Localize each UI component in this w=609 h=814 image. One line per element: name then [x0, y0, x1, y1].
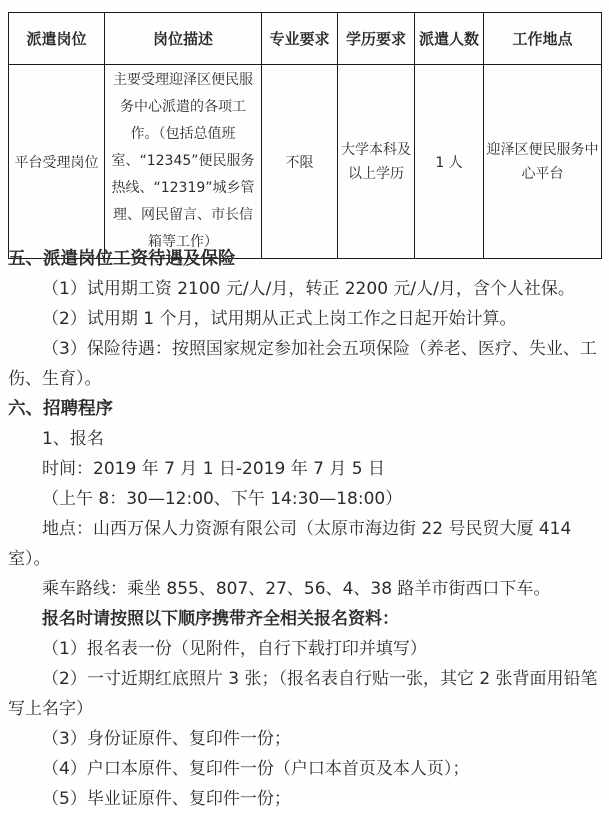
document-body	[8, 244, 601, 814]
cell-major-requirement: 不限	[262, 65, 338, 259]
cell-position: 平台受理岗位	[9, 65, 105, 259]
paragraph-time: 时间：2019 年 7 月 1 日-2019 年 7 月 5 日	[42, 459, 385, 479]
paragraph-probation: （2）试用期 1 个月，试用期从正式上岗工作之日起开始计算。	[42, 309, 517, 329]
header-education-requirement: 学历要求	[338, 13, 415, 65]
section-heading-salary: 五、派遣岗位工资待遇及保险	[8, 249, 236, 269]
paragraph-address: 地点：山西万保人力资源有限公司（太原市海边街 22 号民贸大厦 414 室）。	[8, 519, 572, 569]
paragraph-materials-intro: 报名时请按照以下顺序携带齐全相关报名资料：	[42, 609, 399, 629]
header-position: 派遣岗位	[9, 13, 105, 65]
header-description: 岗位描述	[105, 13, 262, 65]
header-work-location: 工作地点	[484, 13, 602, 65]
cell-headcount: 1 人	[415, 65, 484, 259]
paragraph-material-2: （2）一寸近期红底照片 3 张；（报名表自行贴一张，其它 2 张背面用铅笔写上名字）	[8, 669, 598, 719]
paragraph-salary-1: （1）试用期工资 2100 元/人/月，转正 2200 元/人/月，含个人社保。	[42, 279, 575, 299]
table-header-row	[9, 13, 602, 65]
cell-description: 主要受理迎泽区便民服务中心派遣的各项工作。（包括总值班室、“12345”便民服务热线、“12319”城乡管理、网民留言、市长信箱等工作）	[105, 65, 262, 259]
cell-work-location: 迎泽区便民服务中心平台	[484, 65, 602, 259]
paragraph-material-5: （5）毕业证原件、复印件一份；	[42, 789, 291, 809]
paragraph-insurance: （3）保险待遇：按照国家规定参加社会五项保险（养老、医疗、失业、工伤、生育）。	[8, 339, 597, 389]
header-headcount: 派遣人数	[415, 13, 484, 65]
section-heading-procedure: 六、招聘程序	[8, 399, 113, 419]
paragraph-signup: 1、报名	[42, 429, 104, 449]
cell-education-requirement: 大学本科及以上学历	[338, 65, 415, 259]
paragraph-material-1: （1）报名表一份（见附件，自行下载打印并填写）	[42, 639, 427, 659]
table-row	[9, 65, 602, 259]
paragraph-material-3: （3）身份证原件、复印件一份；	[42, 729, 291, 749]
header-major-requirement: 专业要求	[262, 13, 338, 65]
paragraph-hours: （上午 8：30—12:00、下午 14:30—18:00）	[42, 489, 403, 509]
job-table	[8, 12, 602, 259]
paragraph-bus-route: 乘车路线：乘坐 855、807、27、56、4、38 路羊市街西口下车。	[42, 579, 551, 599]
paragraph-material-4: （4）户口本原件、复印件一份（户口本首页及本人页）；	[42, 759, 470, 779]
